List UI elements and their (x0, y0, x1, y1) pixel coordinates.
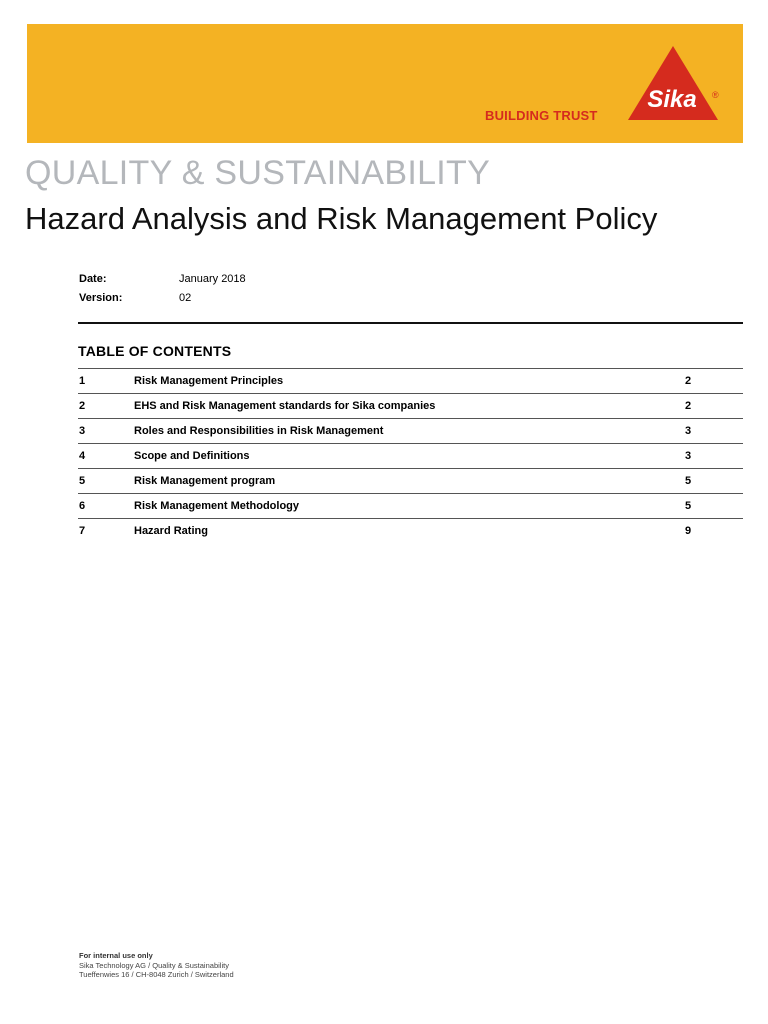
toc-entry[interactable] (78, 493, 743, 518)
toc-entry-title: Roles and Responsibilities in Risk Management (134, 425, 384, 437)
toc-entry-title: Scope and Definitions (134, 450, 250, 462)
document-meta (79, 269, 246, 307)
toc-entry[interactable] (78, 518, 743, 543)
toc-entry-page: 2 (685, 375, 692, 387)
sika-logo (626, 44, 720, 122)
footer-company: Sika Technology AG / Quality & Sustainability (79, 960, 229, 970)
toc-entry-page: 3 (685, 450, 692, 462)
document-category: QUALITY & SUSTAINABILITY (25, 154, 491, 192)
version-value: 02 (179, 291, 192, 304)
table-of-contents (78, 368, 743, 543)
toc-entry[interactable] (78, 468, 743, 493)
toc-entry-title: Hazard Rating (134, 525, 208, 537)
toc-entry-title: Risk Management Principles (134, 375, 284, 387)
toc-entry-number: 2 (79, 400, 86, 412)
date-label: Date: (79, 272, 107, 285)
meta-version-row (79, 288, 246, 307)
toc-entry[interactable] (78, 418, 743, 443)
footer (79, 951, 234, 980)
footer-address: Tueffenwies 16 / CH-8048 Zurich / Switzerland (79, 970, 234, 979)
toc-entry-number: 7 (79, 525, 86, 537)
meta-date-row (79, 269, 246, 288)
toc-heading: TABLE OF CONTENTS (78, 343, 232, 359)
toc-entry-number: 5 (79, 475, 86, 487)
toc-entry-page: 2 (685, 400, 692, 412)
toc-entry-number: 1 (79, 375, 86, 387)
toc-entry-number: 4 (79, 450, 86, 462)
toc-entry[interactable] (78, 393, 743, 418)
toc-entry-page: 3 (685, 425, 692, 437)
toc-entry-number: 3 (79, 425, 86, 437)
brand-tagline: BUILDING TRUST (485, 108, 598, 123)
toc-entry-page: 9 (685, 525, 692, 537)
logo-registered-mark: ® (712, 90, 719, 100)
date-value: January 2018 (179, 272, 246, 285)
toc-entry-title: EHS and Risk Management standards for Sika companies (134, 400, 436, 412)
toc-entry-title: Risk Management Methodology (134, 500, 300, 512)
document-title: Hazard Analysis and Risk Management Policy (25, 201, 658, 236)
toc-entry-number: 6 (79, 500, 86, 512)
toc-entry-title: Risk Management program (134, 475, 276, 487)
toc-entry-page: 5 (685, 500, 692, 512)
logo-wordmark: Sika (647, 86, 697, 113)
version-label: Version: (79, 291, 123, 304)
footer-classification: For internal use only (79, 951, 153, 960)
toc-entry[interactable] (78, 443, 743, 468)
toc-entry-page: 5 (685, 475, 692, 487)
section-divider (78, 322, 743, 324)
toc-entry[interactable] (78, 368, 743, 393)
